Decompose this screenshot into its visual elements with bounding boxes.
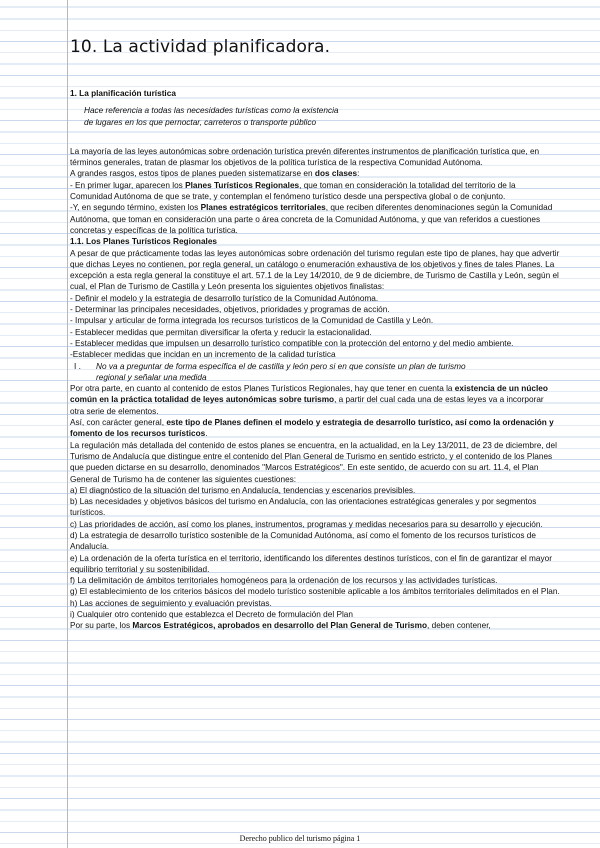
list-item: a) El diagnóstico de la situación del turismo en Andalucía, tendencias y escenarios previsibles. [70, 485, 416, 495]
quote-line: de lugares en los que pernoctar, carreteros o transporte público [84, 117, 317, 127]
list-item: - Establecer medidas que permitan diversificar la oferta y reducir la estacionalidad. [70, 327, 372, 337]
paragraph-intro: La mayoría de las leyes autonómicas sobre ordenación turística prevén diferentes instrumentos de planificación turística que, en términos generales, tratan de plasmar los objetivos de la política turística de la respectiva Comunidad Autónoma. [70, 146, 540, 168]
text-span: , que reciben diferentes denominaciones según la Comunidad Autónoma, que toman en consideración una parte o área concreta de la Comunidad Autónoma, y que van referidos a cuestiones concretas y específicas de la política turística. [70, 203, 553, 235]
quote-block [70, 105, 560, 128]
quote-line: Hace referencia a todas las necesidades turísticas como la existencia [84, 106, 339, 116]
bold-text: Marcos Estratégicos, aprobados en desarrollo del Plan General de Turismo [132, 621, 428, 631]
paragraph-11: A pesar de que prácticamente todas las leyes autonómicas sobre ordenación del turismo regulan este tipo de planes, hay que advertir que dichas Leyes no contienen, por regla general, un catálogo o enumeración exhaustiva de los objetivos y fines de tales Planes. La excepción a esta regla general la constituye el art. 57.1 de la Ley 14/2010, de 9 de diciembre, de Turismo de Castilla y León, según el cual, el Plan de Turismo de Castilla y León presenta los siguientes objetivos finalistas: [70, 248, 560, 292]
bold-text: existencia de un núcleo común en la práctica totalidad de leyes autonómicas sobre turismo [70, 384, 548, 405]
text-span: , que toman en consideración la totalidad del territorio de la Comunidad Autónoma de que se trate, y contemplan el fenómeno turístico desde una perspectiva global o de conjunto. [70, 180, 516, 202]
objetivos-list [70, 293, 560, 361]
paragraph-asi [70, 417, 560, 440]
paragraph-andalucia: La regulación más detallada del contenido de estos planes se encuentra, en la actualidad, en la Ley 13/2011, de 23 de diciembre, del Turismo de Andalucía que distingue entre el contenido del Plan General de Turismo en sentido estricto, y el contenido de los Planes que pueden dictarse en su desarrollo, denominados "Marcos Estratégicos". En este sentido, de acuerdo con su art. 11.4, el Plan General de Turismo ha de contener las siguientes cuestiones: [70, 440, 557, 484]
note-text: No va a preguntar de forma específica el de castilla y león pero si en que consiste un plan de turismo regional y señalar una medida [96, 361, 466, 382]
list-item: f) La delimitación de ámbitos territoriales homogéneos para la ordenación de los recursos y las actividades turísticas. [70, 576, 498, 586]
text-span: : [357, 169, 360, 179]
list-item: - Definir el modelo y la estrategia de desarrollo turístico de la Comunidad Autónoma. [70, 293, 379, 303]
list-item: e) La ordenación de la oferta turística en el territorio, identificando los diferentes destinos turísticos, con el fin de garantizar el mayor equilibrio territorial y su sostenibilidad. [70, 553, 552, 574]
section-heading: 1. La planificación turística [70, 89, 176, 98]
subsection-heading: 1.1. Los Planes Turísticos Regionales [70, 237, 218, 247]
text-span: , a partir del cual cada una de estas leyes va a incorporar otra serie de elementos. [70, 395, 544, 416]
cuestiones-list [70, 485, 560, 621]
text-span: -Y, en segundo término, existen los [70, 203, 201, 213]
text-span: - En primer lugar, aparecen los [70, 180, 186, 190]
list-item: h) Las acciones de seguimiento y evaluación previstas. [70, 598, 272, 608]
paragraph-clase1 [70, 180, 560, 203]
list-item: i) Cualquier otro contenido que establezca el Decreto de formulación del Plan [70, 610, 353, 620]
list-item: g) El establecimiento de los criterios básicos del modelo turístico sostenible aplicable a los ámbitos territoriales delimitados en el Plan. [70, 587, 560, 597]
text-span: Por otra parte, en cuanto al contenido de estos Planes Turísticos Regionales, hay que tener en cuenta la [70, 384, 455, 394]
paragraph-clases [70, 168, 560, 179]
bold-text: Planes Turísticos Regionales [185, 180, 300, 190]
margin-line [67, 0, 68, 848]
bold-text: dos clases [314, 169, 358, 179]
text-span: . [205, 429, 208, 439]
text-span: Así, con carácter general, [70, 418, 167, 428]
page-content [70, 36, 560, 632]
page-footer: Derecho publico del turismo página 1 [239, 834, 361, 843]
list-item: -Establecer medidas que incidan en un incremento de la calidad turística [70, 350, 336, 360]
note-mark: I . [74, 361, 81, 371]
paragraph-clase2 [70, 202, 560, 236]
list-item: c) Las prioridades de acción, así como los planes, instrumentos, programas y medidas necesarios para su desarrollo y ejecución. [70, 519, 543, 529]
paragraph-existencia [70, 383, 560, 417]
handwritten-note [70, 361, 560, 384]
page-title: 10. La actividad planificadora. [70, 37, 331, 57]
list-item: - Impulsar y articular de forma integrada los recursos turísticos de la Comunidad de Castilla y León. [70, 316, 434, 326]
bold-text: Planes estratégicos territoriales [200, 203, 326, 213]
list-item: - Establecer medidas que impulsen un desarrollo turístico compatible con la protección del entorno y del medio ambiente. [70, 338, 514, 348]
list-item: - Determinar las principales necesidades, objetivos, prioridades y programas de acción. [70, 305, 390, 315]
list-item: d) La estrategia de desarrollo turístico sostenible de la Comunidad Autónoma, así como el fomento de los recursos turísticos de Andalucía. [70, 530, 536, 552]
list-item: b) Las necesidades y objetivos básicos del turismo en Andalucía, con las orientaciones estratégicas generales y por segmentos turísticos. [70, 497, 537, 518]
text-span: Por su parte, los [70, 621, 133, 631]
text-span: A grandes rasgos, estos tipos de planes pueden sistematizarse en [70, 169, 315, 179]
paragraph-marcos [70, 620, 560, 631]
bold-text: este tipo de Planes definen el modelo y estrategia de desarrollo turístico, así como la ordenación y fomento de los recursos turísticos [70, 418, 554, 439]
text-span: , deben contener, [427, 621, 491, 631]
